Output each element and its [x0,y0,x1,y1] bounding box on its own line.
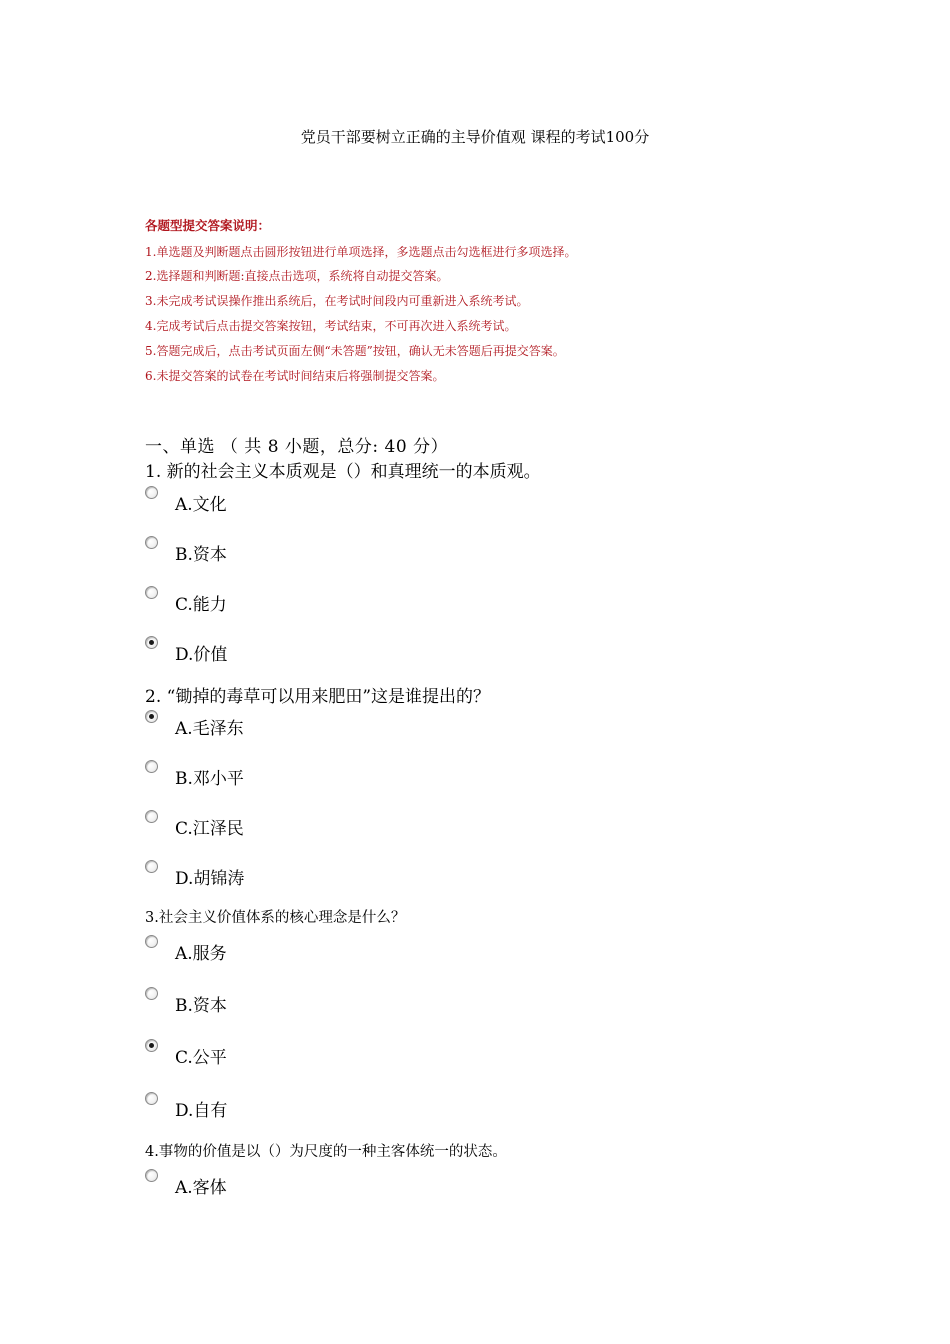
option-label: B.邓小平 [175,769,244,789]
page-title: 党员干部要树立正确的主导价值观 课程的考试100分 [300,128,650,146]
radio-button[interactable] [145,810,158,823]
question-3-text: 3.社会主义价值体系的核心理念是什么？ [145,910,406,926]
option-label: A.服务 [175,944,227,964]
option-label: D.自有 [175,1101,228,1121]
instruction-item: 1.单选题及判断题点击圆形按钮进行单项选择，多选题点击勾选框进行多项选择。 [145,245,577,259]
instruction-item: 4.完成考试后点击提交答案按钮，考试结束，不可再次进入系统考试。 [145,319,517,333]
option-label: A.客体 [175,1178,227,1198]
option-label: D.胡锦涛 [175,869,245,889]
question-2-text: 2. “锄掉的毒草可以用来肥田”这是谁提出的？ [145,687,491,707]
option-label: B.资本 [175,545,227,565]
option-label: D.价值 [175,645,228,665]
instruction-item: 5.答题完成后，点击考试页面左侧“未答题”按钮，确认无未答题后再提交答案。 [145,344,565,358]
option-label: C.能力 [175,595,227,615]
radio-button[interactable] [145,860,158,873]
radio-button[interactable] [145,486,158,499]
radio-button[interactable] [145,1092,158,1105]
radio-button[interactable] [145,760,158,773]
option-label: C.公平 [175,1048,227,1068]
radio-button[interactable] [145,710,158,723]
option-label: A.文化 [175,495,227,515]
question-1-text: 1. 新的社会主义本质观是（）和真理统一的本质观。 [145,462,541,482]
question-4-text: 4.事物的价值是以（）为尺度的一种主客体统一的状态。 [145,1144,507,1160]
instruction-item: 3.未完成考试误操作推出系统后，在考试时间段内可重新进入系统考试。 [145,294,529,308]
radio-button[interactable] [145,935,158,948]
option-label: A.毛泽东 [175,719,244,739]
instruction-item: 6.未提交答案的试卷在考试时间结束后将强制提交答案。 [145,369,445,383]
option-label: C.江泽民 [175,819,244,839]
option-label: B.资本 [175,996,227,1016]
radio-button[interactable] [145,987,158,1000]
radio-button[interactable] [145,586,158,599]
section-heading: 一、单选 （ 共 8 小题，总分: 40 分） [145,437,449,457]
instructions-heading: 各题型提交答案说明： [145,218,271,233]
instruction-item: 2.选择题和判断题:直接点击选项，系统将自动提交答案。 [145,269,449,283]
radio-button[interactable] [145,536,158,549]
radio-button[interactable] [145,636,158,649]
radio-button[interactable] [145,1169,158,1182]
radio-button[interactable] [145,1039,158,1052]
